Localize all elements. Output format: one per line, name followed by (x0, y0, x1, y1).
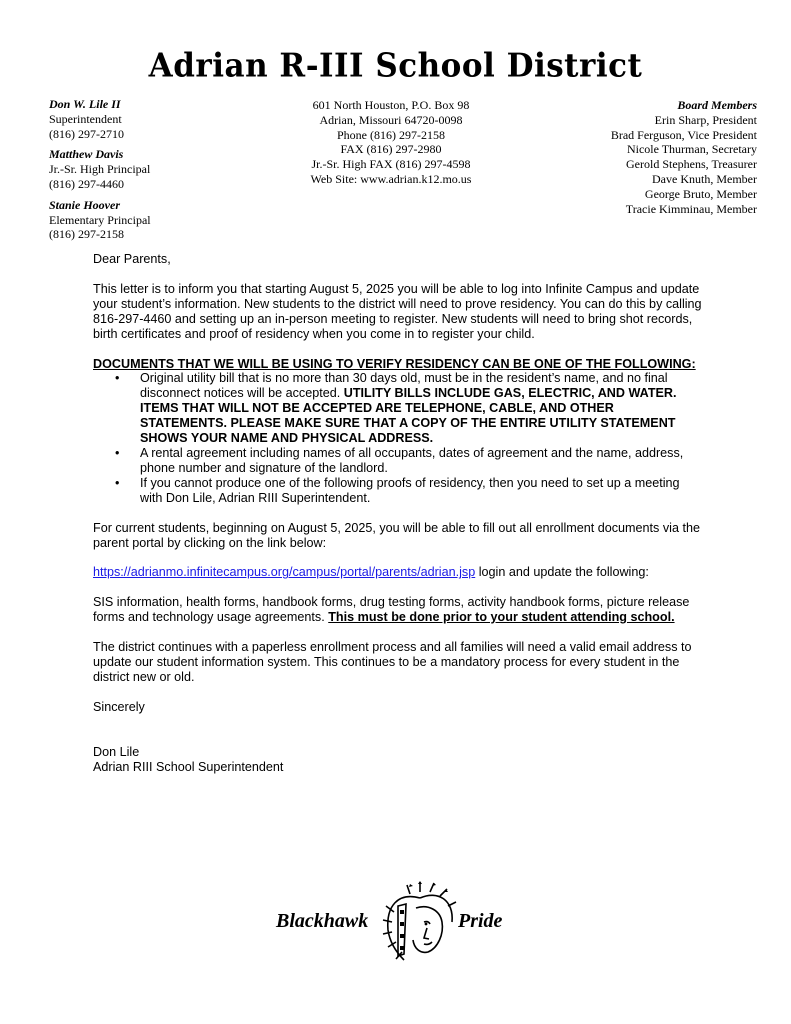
footer-left-text: Blackhawk (276, 910, 369, 932)
address-line: Web Site: www.adrian.k12.mo.us (310, 171, 472, 186)
list-item (93, 446, 703, 476)
letter-body (93, 252, 703, 775)
portal-after-text: login and update the following: (475, 565, 649, 580)
signer-name: Don Lile (93, 744, 140, 759)
bullet-text: Original utility bill that is no more than 30 days old, must be in the resident’s name, and no final disconnect notices will be accepted. (140, 371, 668, 401)
staff-role: Jr.-Sr. High Principal (49, 162, 151, 177)
forms-deadline-text: This must be done prior to your student attending school. (328, 610, 675, 625)
closing: Sincerely (93, 699, 145, 714)
paperless-paragraph: The district continues with a paperless enrollment process and all families will need a valid email address to update our student information system. This continues to be a mandatory process for every student in the district new or old. (93, 640, 692, 684)
intro-paragraph: This letter is to inform you that starting August 5, 2025 you will be able to log into Infinite Campus and update your student’s information. New students to the district will need to prove residency. You can do this by calling 816-297-4460 and setting up an in-person meeting to register. New students will need to bring shot records, birth certificates and proof of residency when you come in to register your child. (93, 281, 702, 341)
board-member: Brad Ferguson, Vice President (610, 127, 757, 142)
bullet-text: A rental agreement including names of all occupants, dates of agreement and the name, address, phone number and signature of the landlord. (140, 445, 684, 475)
staff-phone: (816) 297-2710 (49, 126, 124, 141)
staff-role: Elementary Principal (49, 212, 151, 227)
address-line: Jr.-Sr. High FAX (816) 297-4598 (311, 157, 471, 172)
current-students-paragraph: For current students, beginning on August 5, 2025, you will be able to fill out all enrollment documents via the parent portal by clicking on the link below: (93, 520, 700, 550)
bullet-bold-text: UTILITY BILLS INCLUDE GAS, ELECTRIC, AND WATER. ITEMS THAT WILL NOT BE ACCEPTED ARE TELEPHONE, CABLE, AND OTHER STATEMENTS. PLEASE MAKE SURE THAT A COPY OF THE ENTIRE UTILITY STATEMENT SHOWS YOUR NAME AND PHYSICAL ADDRESS. (140, 386, 677, 446)
board-member: Tracie Kimminau, Member (625, 201, 757, 216)
footer-logo-block (276, 878, 516, 968)
address-column (262, 98, 520, 187)
staff-role: Superintendent (49, 111, 122, 126)
district-title: Adrian R-III School District (148, 47, 643, 85)
address-line: 601 North Houston, P.O. Box 98 (312, 98, 470, 112)
chief-headdress-icon (380, 878, 460, 962)
documents-list (93, 371, 703, 505)
board-column (611, 98, 757, 216)
bullet-icon: • (115, 475, 120, 490)
signer-title: Adrian RIII School Superintendent (93, 759, 284, 774)
portal-link[interactable]: https://adrianmo.infinitecampus.org/campus/portal/parents/adrian.jsp (93, 565, 476, 580)
board-member: Dave Knuth, Member (652, 171, 757, 186)
board-member: Nicole Thurman, Secretary (626, 142, 757, 157)
staff-name: Stanie Hoover (49, 197, 120, 212)
address-line: FAX (816) 297-2980 (340, 142, 442, 157)
bullet-text: If you cannot produce one of the following proofs of residency, then you need to set up a meeting with Don Lile, Adrian RIII Superintendent. (140, 475, 680, 505)
staff-name: Matthew Davis (49, 147, 124, 162)
staff-column (49, 97, 151, 242)
staff-phone: (816) 297-2158 (49, 227, 124, 242)
footer-right-text: Pride (458, 910, 503, 932)
forms-paragraph (93, 595, 703, 625)
address-line: Phone (816) 297-2158 (337, 127, 445, 142)
board-member: Gerold Stephens, Treasurer (626, 157, 757, 172)
portal-paragraph (93, 565, 703, 580)
forms-text: SIS information, health forms, handbook forms, drug testing forms, activity handbook forms, picture release forms and technology usage agreements. (93, 595, 690, 625)
list-item (93, 476, 703, 506)
signature-block (93, 745, 703, 775)
staff-phone: (816) 297-4460 (49, 176, 124, 191)
bullet-icon: • (115, 445, 120, 460)
staff-name: Don W. Lile II (49, 97, 121, 111)
address-line: Adrian, Missouri 64720-0098 (319, 112, 463, 127)
board-member: George Bruto, Member (644, 186, 757, 201)
bullet-icon: • (115, 371, 120, 386)
list-item (93, 371, 703, 446)
salutation: Dear Parents, (93, 252, 171, 266)
documents-heading: DOCUMENTS THAT WE WILL BE USING TO VERIFY RESIDENCY CAN BE ONE OF THE FOLLOWING: (93, 356, 696, 371)
board-heading: Board Members (677, 98, 757, 112)
board-member: Erin Sharp, President (654, 112, 757, 127)
